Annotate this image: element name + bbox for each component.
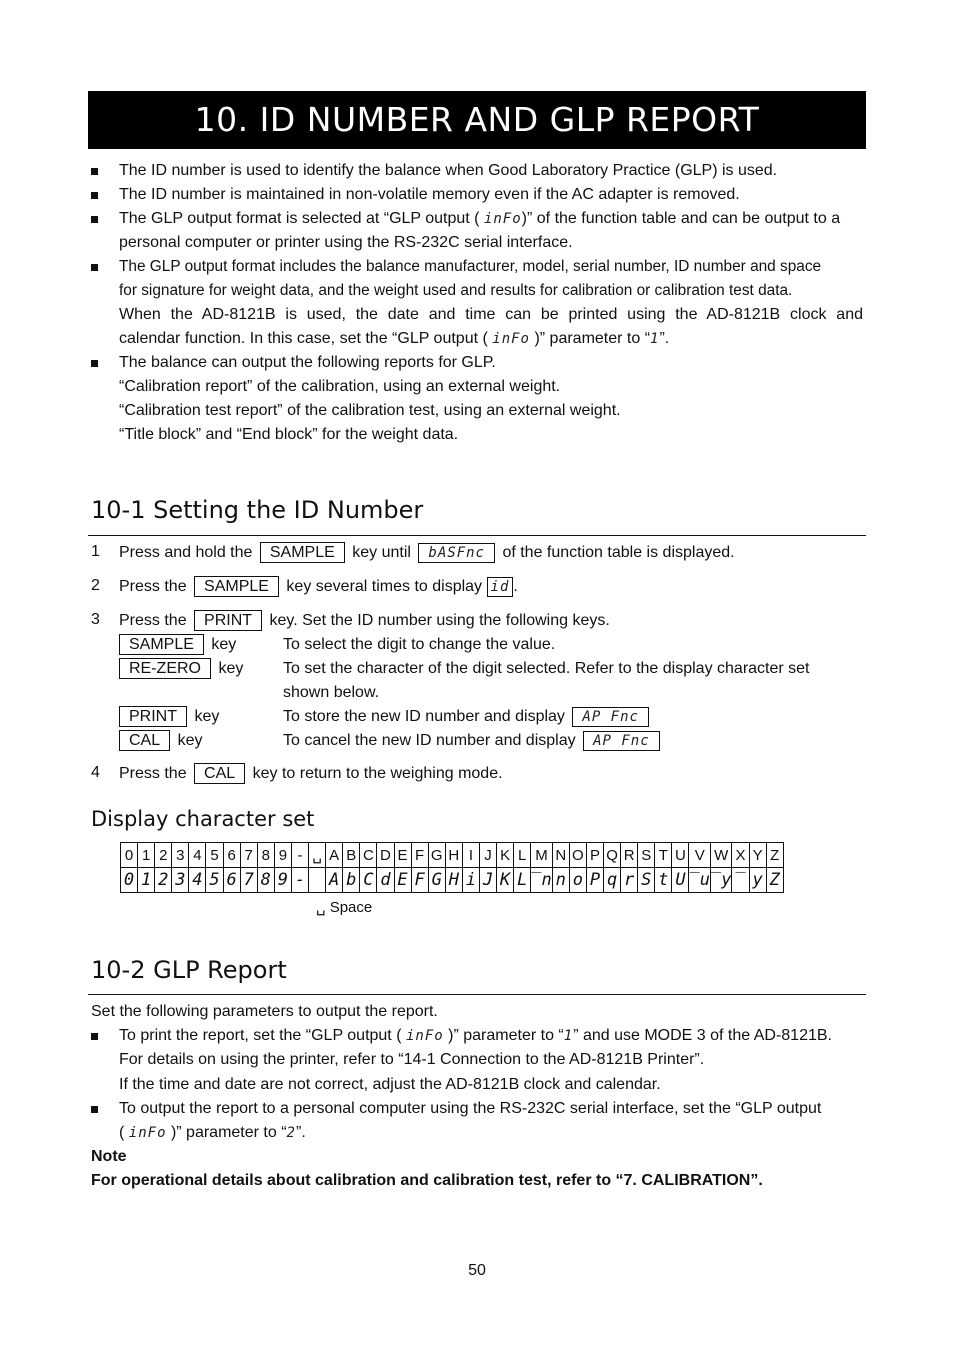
text: Press the	[119, 765, 187, 782]
bullet-icon	[91, 360, 98, 367]
text: Press the	[119, 612, 187, 629]
charset-cell: 4	[189, 843, 206, 868]
charset-segment-cell: ̅n	[531, 868, 552, 893]
text: Press and hold the	[119, 544, 253, 561]
charset-cell: N	[552, 843, 569, 868]
charset-segment-cell: 7	[240, 868, 257, 893]
text: )” of the function table and can be output to a	[521, 210, 841, 227]
section-heading-10-2: 10-2 GLP Report	[91, 956, 287, 984]
step-4	[119, 762, 863, 786]
charset-cell: U	[672, 843, 689, 868]
text: To cancel the new ID number and display	[283, 732, 576, 749]
display-readout: AP Fnc	[572, 707, 649, 727]
step-1	[119, 541, 863, 565]
charset-segment-cell: n	[552, 868, 569, 893]
key-cal-row	[119, 729, 202, 753]
charset-segment-cell: 1	[138, 868, 155, 893]
text: key. Set the ID number using the following keys.	[269, 612, 610, 629]
lcd-code: inFo	[483, 211, 522, 227]
glp-bullet-1-line3: If the time and date are not correct, adjust the AD-8121B clock and calendar.	[119, 1076, 661, 1093]
note-label: Note	[91, 1148, 127, 1165]
charset-segment-cell: K	[497, 868, 514, 893]
sample-key: SAMPLE	[260, 542, 345, 563]
charset-cell: A	[326, 843, 343, 868]
step-number: 3	[91, 611, 100, 628]
sample-key: SAMPLE	[119, 634, 204, 655]
charset-cell: F	[411, 843, 428, 868]
text: To store the new ID number and display	[283, 708, 565, 725]
text: )” parameter to “	[534, 330, 651, 347]
charset-cell: H	[445, 843, 462, 868]
charset-cell: M	[531, 843, 552, 868]
charset-cell: 0	[121, 843, 138, 868]
glp-bullet-1	[119, 1024, 863, 1048]
charset-cell: 6	[223, 843, 240, 868]
key-rezero-desc-line2: shown below.	[283, 684, 380, 701]
text: )” parameter to “	[448, 1027, 564, 1044]
charset-cell: D	[377, 843, 394, 868]
charset-cell: 8	[257, 843, 274, 868]
charset-cell: L	[514, 843, 531, 868]
charset-cell: X	[732, 843, 749, 868]
note-text: For operational details about calibration and calibration test, refer to “7. CALIBRATION”.	[91, 1172, 763, 1189]
display-readout: bASFnc	[418, 543, 495, 563]
charset-segment-cell: 4	[189, 868, 206, 893]
charset-segment-cell: 8	[257, 868, 274, 893]
charset-segment-cell: b	[343, 868, 360, 893]
charset-segment-cell	[309, 868, 326, 893]
charset-segment-cell: 2	[155, 868, 172, 893]
sample-key: SAMPLE	[194, 576, 279, 597]
charset-cell: Y	[749, 843, 766, 868]
text: The GLP output format is selected at “GLP output (	[119, 210, 480, 227]
charset-heading: Display character set	[91, 807, 315, 831]
charset-segment-cell: 9	[274, 868, 291, 893]
intro-bullet-4-line1: The GLP output format includes the balance manufacturer, model, serial number, ID number and space	[119, 258, 822, 275]
glp-intro-paragraph: Set the following parameters to output the report.	[91, 1003, 438, 1020]
character-set-table	[120, 842, 784, 893]
charset-segment-cell: S	[638, 868, 655, 893]
section-heading-10-1: 10-1 Setting the ID Number	[91, 496, 424, 524]
intro-bullet-4-line2: for signature for weight data, and the weight used and results for calibration or calibration test data.	[119, 282, 793, 299]
intro-bullet-3	[119, 207, 863, 231]
charset-segment-cell: H	[445, 868, 462, 893]
text: key	[194, 708, 220, 725]
charset-segment-cell: -	[291, 868, 308, 893]
charset-cell: ␣	[309, 843, 326, 868]
charset-segment-cell: 6	[223, 868, 240, 893]
text: .	[513, 578, 518, 595]
step-number: 4	[91, 764, 100, 781]
display-readout: AP Fnc	[583, 731, 660, 751]
charset-segment-cell: L	[514, 868, 531, 893]
character-row	[121, 843, 784, 868]
text: ”.	[659, 330, 670, 347]
text: To print the report, set the “GLP output (	[119, 1027, 402, 1044]
charset-cell: G	[428, 843, 445, 868]
page-number: 50	[468, 1262, 486, 1279]
charset-segment-cell: d	[377, 868, 394, 893]
charset-cell: P	[586, 843, 603, 868]
charset-segment-cell: U	[672, 868, 689, 893]
charset-cell: W	[710, 843, 731, 868]
lcd-code: inFo	[128, 1125, 167, 1141]
charset-cell: J	[479, 843, 496, 868]
bullet-icon	[91, 1106, 98, 1113]
charset-segment-cell: o	[569, 868, 586, 893]
charset-cell: 9	[274, 843, 291, 868]
charset-segment-cell: ̅y	[710, 868, 731, 893]
charset-segment-cell: G	[428, 868, 445, 893]
charset-cell: 5	[206, 843, 223, 868]
glp-bullet-2-line1: To output the report to a personal computer using the RS-232C serial interface, set the “GLP output	[119, 1100, 822, 1117]
text: of the function table is displayed.	[502, 544, 735, 561]
page-title: 10. ID NUMBER AND GLP REPORT	[88, 91, 866, 149]
intro-bullet-5-line2: “Calibration report” of the calibration, using an external weight.	[119, 378, 561, 395]
re-zero-key: RE-ZERO	[119, 658, 211, 679]
section-rule	[88, 994, 866, 995]
intro-bullet-5-line1: The balance can output the following reports for GLP.	[119, 354, 496, 371]
text: ”.	[295, 1124, 306, 1141]
charset-cell: R	[621, 843, 638, 868]
text: ” and use MODE 3 of the AD-8121B.	[573, 1027, 832, 1044]
text: )” parameter to “	[170, 1124, 287, 1141]
lcd-code: inFo	[492, 331, 530, 347]
text: key	[211, 636, 237, 653]
lcd-code: 1	[650, 331, 660, 347]
charset-segment-cell: t	[655, 868, 672, 893]
text: key to return to the weighing mode.	[252, 765, 503, 782]
charset-segment-cell: F	[411, 868, 428, 893]
lcd-code: 2	[286, 1125, 296, 1141]
text: Press the	[119, 578, 187, 595]
text: key several times to display	[286, 578, 483, 595]
bullet-icon	[91, 168, 98, 175]
text: key until	[352, 544, 411, 561]
intro-bullet-4-line4	[119, 327, 863, 351]
text: key	[177, 732, 203, 749]
charset-cell: E	[394, 843, 411, 868]
charset-cell: 1	[138, 843, 155, 868]
section-rule	[88, 535, 866, 536]
charset-cell: -	[291, 843, 308, 868]
charset-cell: B	[343, 843, 360, 868]
charset-segment-cell: 3	[172, 868, 189, 893]
lcd-code: inFo	[405, 1028, 444, 1044]
glp-bullet-1-line2: For details on using the printer, refer to “14-1 Connection to the AD-8121B Printer”.	[119, 1051, 705, 1068]
step-2	[119, 575, 863, 599]
cal-key: CAL	[119, 730, 170, 751]
charset-segment-cell: E	[394, 868, 411, 893]
charset-cell: 3	[172, 843, 189, 868]
key-rezero-row	[119, 657, 243, 681]
charset-cell: 2	[155, 843, 172, 868]
charset-segment-cell: C	[360, 868, 377, 893]
space-legend: ␣ Space	[316, 899, 373, 916]
intro-bullet-5-line4: “Title block” and “End block” for the weight data.	[119, 426, 459, 443]
charset-segment-cell: 0	[121, 868, 138, 893]
charset-segment-cell: Z	[766, 868, 783, 893]
charset-segment-cell: y	[749, 868, 766, 893]
key-sample-desc: To select the digit to change the value.	[283, 636, 556, 653]
glp-bullet-2-line2	[119, 1121, 863, 1145]
charset-cell: 7	[240, 843, 257, 868]
charset-segment-cell: ̅u	[689, 868, 710, 893]
step-number: 2	[91, 577, 100, 594]
charset-cell: S	[638, 843, 655, 868]
text: key	[218, 660, 244, 677]
bullet-icon	[91, 192, 98, 199]
step-number: 1	[91, 543, 100, 560]
print-key: PRINT	[119, 706, 187, 727]
key-print-desc	[283, 705, 652, 729]
intro-bullet-3-line2: personal computer or printer using the RS-232C serial interface.	[119, 234, 573, 251]
charset-cell: I	[462, 843, 479, 868]
text: calendar function. In this case, set the “GLP output (	[119, 330, 488, 347]
charset-segment-cell: J	[479, 868, 496, 893]
intro-bullet-2: The ID number is maintained in non-volatile memory even if the AC adapter is removed.	[119, 186, 740, 203]
charset-cell: T	[655, 843, 672, 868]
charset-segment-cell: 5	[206, 868, 223, 893]
segment-row	[121, 868, 784, 893]
print-key: PRINT	[194, 610, 262, 631]
bullet-icon	[91, 216, 98, 223]
charset-segment-cell: A	[326, 868, 343, 893]
charset-segment-cell: i	[462, 868, 479, 893]
key-cal-desc	[283, 729, 663, 753]
charset-cell: K	[497, 843, 514, 868]
cal-key: CAL	[194, 763, 245, 784]
intro-bullet-4-line3: When the AD-8121B is used, the date and time can be printed using the AD-8121B clock and	[119, 306, 863, 323]
charset-segment-cell: q	[604, 868, 621, 893]
charset-cell: C	[360, 843, 377, 868]
key-rezero-desc: To set the character of the digit selected. Refer to the display character set	[283, 660, 810, 677]
intro-bullet-1: The ID number is used to identify the balance when Good Laboratory Practice (GLP) is used.	[119, 162, 778, 179]
charset-cell: O	[569, 843, 586, 868]
charset-segment-cell: ̅	[732, 868, 749, 893]
intro-bullet-5-line3: “Calibration test report” of the calibration test, using an external weight.	[119, 402, 621, 419]
charset-cell: Z	[766, 843, 783, 868]
charset-segment-cell: r	[621, 868, 638, 893]
key-print-row	[119, 705, 219, 729]
step-3	[119, 609, 863, 633]
lcd-code: 1	[563, 1028, 574, 1044]
charset-cell: V	[689, 843, 710, 868]
key-sample-row	[119, 633, 236, 657]
charset-segment-cell: P	[586, 868, 603, 893]
bullet-icon	[91, 264, 98, 271]
bullet-icon	[91, 1033, 98, 1040]
display-readout: id	[487, 577, 514, 597]
charset-cell: Q	[604, 843, 621, 868]
text: (	[119, 1124, 125, 1141]
